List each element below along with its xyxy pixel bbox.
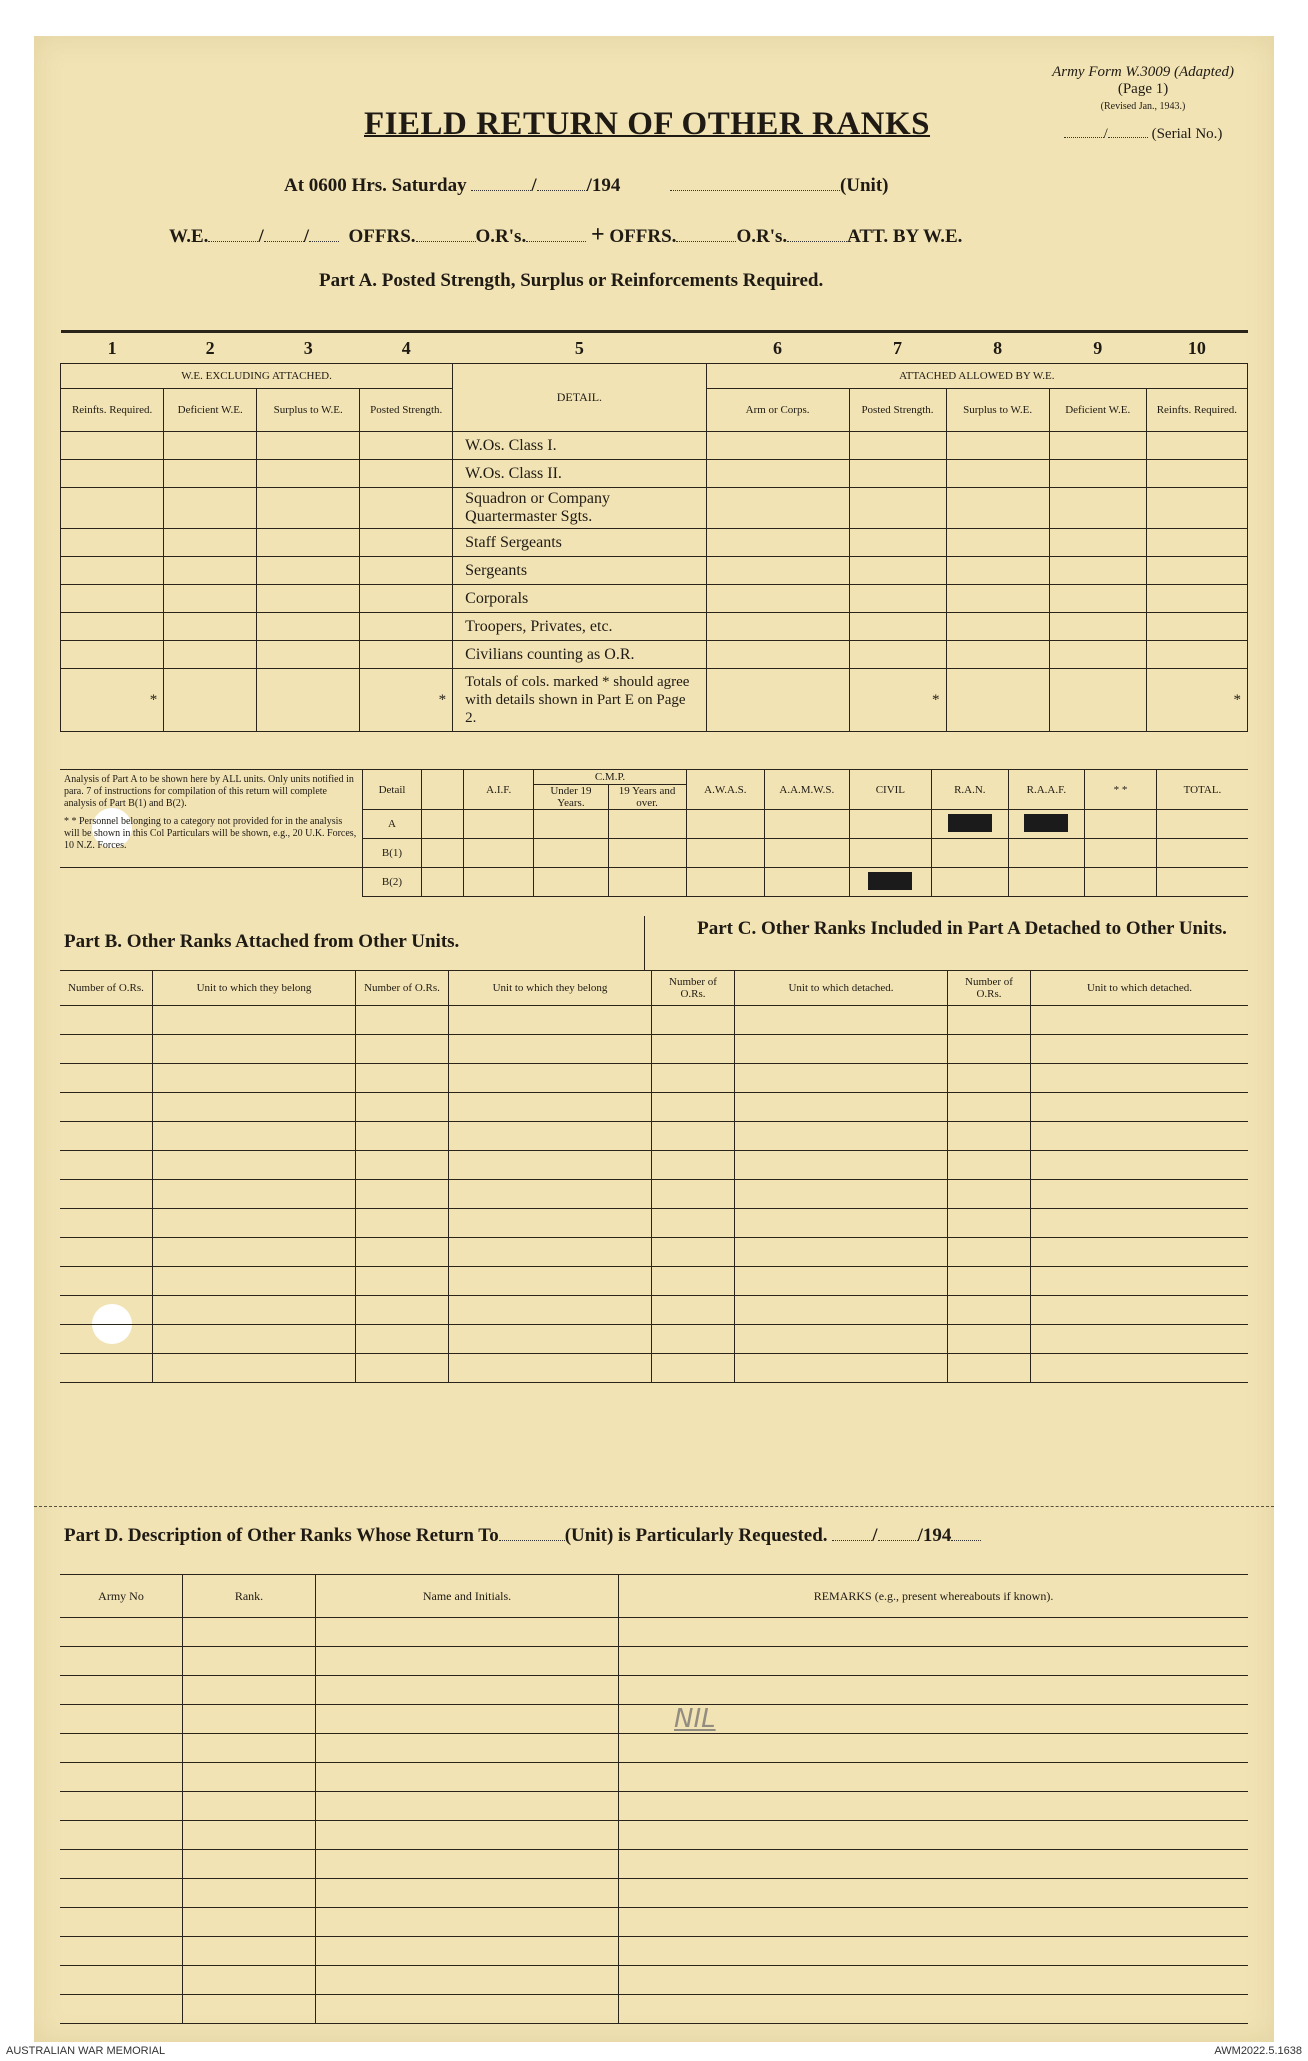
form-reference: Army Form W.3009 (Adapted) (Page 1) (Revised Jan., 1943.) / (Serial No.) (1052, 64, 1234, 142)
table-row (60, 1966, 1248, 1995)
table-row (60, 1006, 1248, 1035)
table-row (60, 1093, 1248, 1122)
divider (644, 916, 645, 970)
table-row: Civilians counting as O.R. (61, 641, 1248, 669)
table-row (60, 1850, 1248, 1879)
table-row: Squadron or Company Quartermaster Sgts. (61, 488, 1248, 529)
table-row (60, 1995, 1248, 2024)
table-row (60, 1734, 1248, 1763)
table-row (60, 1209, 1248, 1238)
table-row (60, 1647, 1248, 1676)
analysis-row: B(2) (60, 868, 1248, 897)
perforation-line (34, 1506, 1274, 1507)
table-row (60, 1879, 1248, 1908)
analysis-row: B(1) (60, 839, 1248, 868)
table-row (60, 1035, 1248, 1064)
table-row (60, 1937, 1248, 1966)
totals-row: * * Totals of cols. marked * should agree with details shown in Part E on Page 2. * * (61, 669, 1248, 732)
handwritten-nil: NIL (674, 1704, 716, 1734)
part-a-title: Part A. Posted Strength, Surplus or Reinforcements Required. (319, 270, 824, 291)
form-title: FIELD RETURN OF OTHER RANKS (364, 106, 931, 142)
table-row: Sergeants (61, 557, 1248, 585)
table-row (60, 1705, 1248, 1734)
part-d-table: Army No Rank. Name and Initials. REMARKS (e.g., present whereabouts if known). (60, 1574, 1248, 2024)
table-row: W.Os. Class II. (61, 460, 1248, 488)
part-c-title: Part C. Other Ranks Included in Part A Detached to Other Units. (697, 918, 1227, 939)
analysis-table: Analysis of Part A to be shown here by ALL units. Only units notified in para. 7 of instructions for compilation of this return will complete analysis of Part B(1) and B(2). * * Personnel belonging to a category not provided for in the analysis will be shown in this Col Particulars will be shown, e.g., 20 U.K. Forces, 10 N.Z. Forces. Detail A.I.F. C.M.P. A.W.A.S. A.A.M.W.S. CIVIL R.A.N. R.A.A.F. * * TOTAL. Under 19 Years. 19 Years and over. A B(1) B(2) (60, 769, 1248, 897)
table-row: Troopers, Privates, etc. (61, 613, 1248, 641)
table-row (60, 1238, 1248, 1267)
footer-right: AWM2022.5.1638 (1214, 2045, 1302, 2057)
redaction-block (868, 872, 912, 890)
table-row (60, 1151, 1248, 1180)
part-d-title: Part D. Description of Other Ranks Whose Return To (Unit) is Particularly Requested. / /194 (64, 1524, 981, 1547)
table-row: Staff Sergeants (61, 529, 1248, 557)
table-row (60, 1122, 1248, 1151)
part-bc-table: Number of O.Rs. Unit to which they belong Number of O.Rs. Unit to which they belong Number of O.Rs. Unit to which detached. Number of O.Rs. Unit to which detached. (60, 970, 1248, 1383)
table-row (60, 1821, 1248, 1850)
form-page (34, 36, 1274, 2042)
table-row (60, 1676, 1248, 1705)
table-row (60, 1618, 1248, 1647)
analysis-row: A (60, 810, 1248, 839)
table-row (60, 1354, 1248, 1383)
table-row (60, 1296, 1248, 1325)
table-row (60, 1908, 1248, 1937)
we-line: W.E. / / OFFRS. O.R's. + OFFRS. O.R's. ATT. BY W.E. (169, 222, 963, 248)
part-a-table: 1 2 3 4 5 6 7 8 9 10 W.E. EXCLUDING ATTACHED. DETAIL. ATTACHED ALLOWED BY W.E. Reinfts. Required. Deficient W.E. Surplus to W.E. Posted Strength. Arm or Corps. Posted Strength. Surplus to W.E. Deficient W.E. Reinfts. Required. W.Os. Class I. W.Os. Class II. Squadron or Company Quartermaster Sgts. Staff Sergeants Sergeants Corporals Troopers, Privates, etc. Civilians counting as O.R. * * Totals of cols. marked * should agree with details shown in Part E on Page 2. * * (60, 330, 1248, 732)
table-row: Corporals (61, 585, 1248, 613)
table-row (60, 1792, 1248, 1821)
table-row (60, 1325, 1248, 1354)
footer-left: AUSTRALIAN WAR MEMORIAL (6, 2045, 166, 2057)
redaction-block (1024, 814, 1068, 832)
table-row (60, 1180, 1248, 1209)
table-row: W.Os. Class I. (61, 432, 1248, 460)
table-row (60, 1267, 1248, 1296)
table-row (60, 1064, 1248, 1093)
redaction-block (948, 814, 992, 832)
date-unit-line: At 0600 Hrs. Saturday / /194 (Unit) (284, 175, 889, 196)
table-row (60, 1763, 1248, 1792)
part-b-title: Part B. Other Ranks Attached from Other Units. (64, 931, 460, 952)
